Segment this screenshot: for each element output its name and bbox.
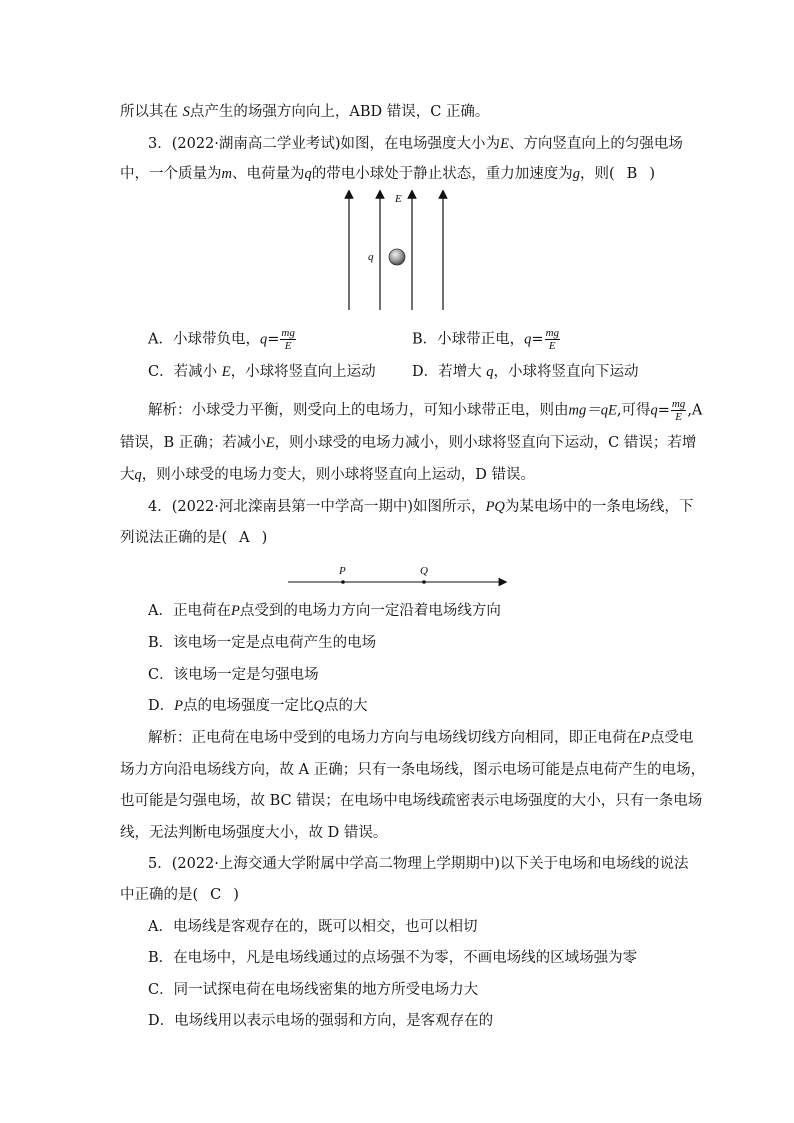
text: D．若增大 [412,364,487,380]
text: = [267,331,280,348]
q3-solution-line3 [120,465,535,485]
q3-solution-line2 [120,433,696,453]
text: B．小球带正电， [412,331,525,348]
text: 大 [120,467,135,483]
text: ，则小球受的电场力减小，则小球将竖直向下运动，C 错误；若增 [274,435,697,451]
denominator: E [548,340,556,352]
q4-stem-line1 [148,497,693,517]
q4-solution-line3: 也可能是匀强电场，故 BC 错误；在电场中电场线疏密表示电场强度的大小，只有一条电场 [120,793,703,809]
var-g: g [572,166,580,182]
q5-stem-line1: 5．(2022·上海交通大学附属中学高二物理上学期期中)以下关于电场和电场线的说法 [148,856,689,872]
q3-option-b [412,327,561,352]
field-label-e: E [395,193,402,205]
q5-answer: C [210,887,222,903]
var-e: E [221,364,231,380]
q5-stem-line2 [120,885,239,905]
text: 错误，B 正确；若减小 [120,435,266,451]
text: ) [233,887,239,903]
text: A．小球带负电， [148,331,260,348]
point-p [341,580,345,584]
intro-line [120,102,489,122]
equation: mg＝qE [568,402,617,419]
q3-option-c [148,362,376,382]
q3-field-figure [330,190,460,315]
q5-option-a: A．电场线是客观存在的，既可以相交，也可以相切 [148,919,478,935]
q4-answer: A [239,530,250,546]
text: = [657,402,670,419]
text: 解析：小球受力平衡，则受向上的电场力，可知小球带正电，则由 [148,402,569,419]
q3-answer: B [626,166,638,182]
q3-solution-line1 [148,398,702,423]
denominator: E [284,340,292,352]
text: 、电荷量为 [231,166,305,182]
text: ,可得 [616,402,651,419]
point-q [422,580,426,584]
text: 为某电场中的一条电场线，下 [504,499,694,515]
var-q: q [650,402,658,419]
var-q: q [524,331,532,348]
numerator: mg [545,327,560,339]
var-e: E [500,136,509,152]
text: 点产生的场强方向向上，ABD 错误，C 正确。 [189,104,490,120]
q4-option-b: B．该电场一定是点电荷产生的电场 [148,635,377,651]
q5-option-d: D．电场线用以表示电场的强弱和方向，是客观存在的 [148,1013,494,1029]
text: ,A [687,402,703,419]
q3-stem-line1 [148,134,683,154]
text: 3．(2022·湖南高二学业考试)如图，在电场强度大小为 [148,136,501,152]
var-pq: PQ [485,499,505,515]
q4-solution-line4: 线，无法判断电场强度大小，故 D 错误。 [120,825,388,841]
var-p: P [174,698,183,714]
q5-option-b: B．在电场中，凡是电场线通过的点场强不为零，不画电场线的区域场强为零 [148,950,638,966]
var-q: q [134,467,142,483]
q4-option-a [148,601,501,621]
var-p: P [230,603,240,619]
text: 的带电小球处于静止状态，重力加速度为 [311,166,573,182]
q4-option-c: C．该电场一定是匀强电场 [148,667,319,683]
text: ，小球将竖直向下运动 [493,364,639,380]
label-q: Q [420,565,428,577]
q5-option-c: C．同一试探电荷在电场线密集的地方所受电场力大 [148,982,479,998]
var-q: Q [313,698,324,714]
q4-solution-line1 [148,728,693,748]
var-s: S [182,104,190,120]
q3-option-d [412,362,638,382]
fraction [671,398,686,423]
text: 点的电场强度一定比 [183,698,314,714]
var-q: q [486,364,494,380]
var-q: q [304,166,312,182]
q3-option-a [148,327,297,352]
charge-label-q: q [368,251,374,263]
text: 、方向竖直向上的匀强电场 [508,136,683,152]
text: ) [649,166,655,182]
text: ，则( [579,166,615,182]
var-q: q [259,331,268,348]
text: 中，一个质量为 [120,166,222,182]
text: ，小球将竖直向上运动 [230,364,376,380]
q4-stem-line2 [120,528,267,548]
text: 点受到的电场力方向一定沿着电场线方向 [239,603,501,619]
text: 解析：正电荷在电场中受到的电场力方向与电场线切线方向相同，即正电荷在 [148,730,641,746]
text: 列说法正确的是( [120,530,228,546]
text: 所以其在 [120,104,183,120]
text: A．正电荷在 [148,603,231,619]
q3-stem-line2 [120,164,655,184]
fraction [545,327,560,352]
text: ) [261,530,268,546]
text: D． [148,698,175,714]
var-e: E [265,435,275,451]
text: C．若减小 [148,364,222,380]
q4-solution-line2: 场力方向沿电场线方向，故 A 正确；只有一条电场线，图示电场可能是点电荷产生的电场， [120,762,706,778]
text: 点的大 [323,698,368,714]
text: 4．(2022·河北滦南县第一中学高一期中)如图所示， [148,499,486,515]
denominator: E [675,411,682,423]
text: 点受电 [649,730,694,746]
text: 中正确的是( [120,887,199,903]
q4-field-line-figure [285,563,515,591]
charged-ball [389,249,405,265]
q4-option-d [148,696,367,716]
var-p: P [641,730,650,746]
numerator: mg [281,327,295,339]
text: = [531,331,544,348]
fraction [280,327,295,352]
label-p: P [339,565,346,577]
numerator: mg [671,398,686,410]
var-m: m [221,166,232,182]
text: ，则小球受的电场力变大，则小球将竖直向上运动，D 错误。 [141,467,535,483]
